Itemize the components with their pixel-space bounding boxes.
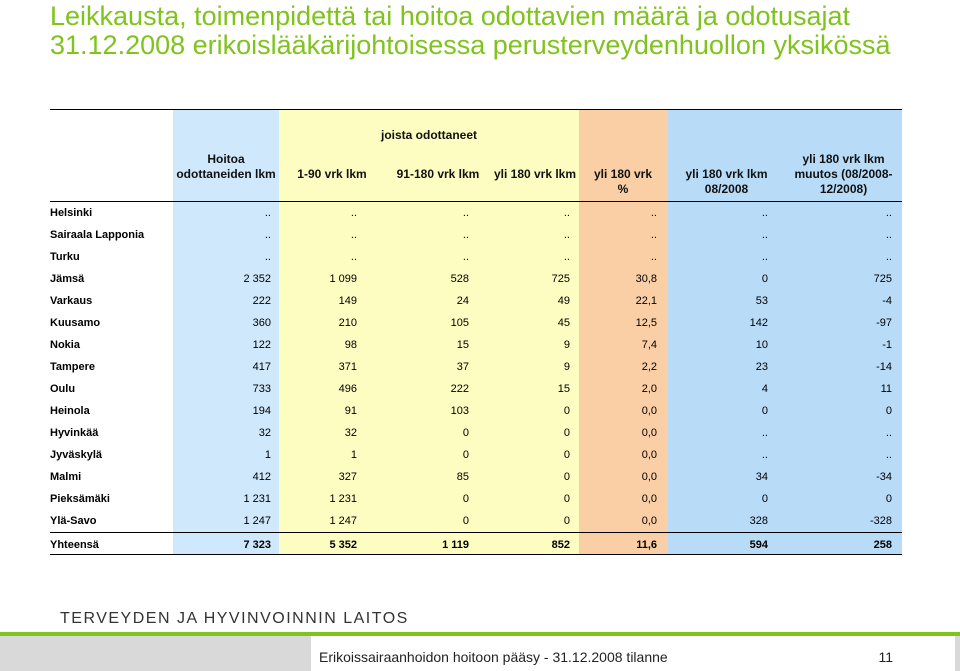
table-cell: .. xyxy=(462,251,469,263)
table-cell: 725 xyxy=(551,273,570,285)
table-cell: 4 xyxy=(761,383,768,395)
table-cell: 0 xyxy=(563,471,570,483)
total-cell: 1 119 xyxy=(442,539,469,551)
table-cell: .. xyxy=(264,251,271,263)
table-cell: 0 xyxy=(885,493,892,505)
table-cell: .. xyxy=(264,207,271,219)
table-cell: -4 xyxy=(882,295,892,307)
table-cell: 0,0 xyxy=(641,427,657,439)
page-number: 11 xyxy=(878,649,893,665)
table-cell: 0,0 xyxy=(641,405,657,417)
table-cell: .. xyxy=(563,229,570,241)
table-cell: 1 247 xyxy=(243,515,271,527)
table-cell: 103 xyxy=(450,405,469,417)
total-cell: 258 xyxy=(873,539,892,551)
row-label: Helsinki xyxy=(50,207,93,219)
table-cell: .. xyxy=(350,251,357,263)
table-cell: 528 xyxy=(450,273,469,285)
table-cell: .. xyxy=(761,207,768,219)
table-cell: .. xyxy=(650,251,657,263)
row-label: Pieksämäki xyxy=(50,493,110,505)
table-cell: 0,0 xyxy=(641,471,657,483)
table-cell: 360 xyxy=(252,317,271,329)
table-cell: .. xyxy=(885,251,892,263)
table-cell: 0 xyxy=(885,405,892,417)
header-0808: yli 180 vrk lkm 08/2008 xyxy=(685,167,768,196)
row-label: Ylä-Savo xyxy=(50,515,97,527)
total-cell: 11,6 xyxy=(636,539,657,551)
table-cell: 7,4 xyxy=(641,339,657,351)
table-cell: 0 xyxy=(563,449,570,461)
total-row xyxy=(50,534,902,556)
table-cell: 0,0 xyxy=(641,493,657,505)
table-cell: 23 xyxy=(755,361,768,373)
table-cell: 45 xyxy=(557,317,570,329)
table-cell: 37 xyxy=(456,361,469,373)
header-over180-pct: yli 180 vrk % xyxy=(593,167,653,196)
table-cell: 98 xyxy=(344,339,357,351)
table-cell: 371 xyxy=(338,361,357,373)
table-cell: 105 xyxy=(450,317,469,329)
table-cell: 222 xyxy=(450,383,469,395)
table-cell: .. xyxy=(350,207,357,219)
table-row xyxy=(50,312,902,334)
table-cell: 30,8 xyxy=(635,273,657,285)
row-label: Jämsä xyxy=(50,273,85,285)
table-cell: -1 xyxy=(882,339,892,351)
table-cell: 417 xyxy=(252,361,271,373)
table-cell: 15 xyxy=(456,339,469,351)
table-cell: 0 xyxy=(563,405,570,417)
total-label: Yhteensä xyxy=(50,539,99,551)
table-cell: .. xyxy=(264,229,271,241)
table-row xyxy=(50,444,902,466)
table-cell: 0,0 xyxy=(641,515,657,527)
table-cell: .. xyxy=(761,427,768,439)
table-cell: 149 xyxy=(338,295,357,307)
table-cell: 34 xyxy=(755,471,768,483)
table-cell: .. xyxy=(650,207,657,219)
table-cell: 53 xyxy=(755,295,768,307)
row-label: Malmi xyxy=(50,471,82,483)
total-cell: 594 xyxy=(749,539,768,551)
row-label: Turku xyxy=(50,251,80,263)
table-cell: 1 xyxy=(350,449,357,461)
row-label: Nokia xyxy=(50,339,80,351)
table-cell: 412 xyxy=(252,471,271,483)
table-cell: 0 xyxy=(462,427,469,439)
table-row xyxy=(50,224,902,246)
table-cell: 725 xyxy=(873,273,892,285)
table-row xyxy=(50,290,902,312)
table-row xyxy=(50,356,902,378)
table-row xyxy=(50,202,902,224)
table-cell: 222 xyxy=(252,295,271,307)
table-cell: 0 xyxy=(563,493,570,505)
table-cell: 9 xyxy=(563,339,570,351)
table-row xyxy=(50,422,902,444)
table-cell: 0 xyxy=(462,515,469,527)
table-cell: 9 xyxy=(563,361,570,373)
table-cell: 496 xyxy=(338,383,357,395)
table-cell: 0 xyxy=(563,427,570,439)
row-label: Sairaala Lapponia xyxy=(50,229,145,241)
table-cell: .. xyxy=(462,229,469,241)
table-cell: .. xyxy=(563,251,570,263)
table-cell: -34 xyxy=(876,471,892,483)
table-cell: 2,2 xyxy=(641,361,657,373)
table-cell: 2,0 xyxy=(641,383,657,395)
table-cell: 22,1 xyxy=(635,295,657,307)
table-cell: 142 xyxy=(749,317,768,329)
table-cell: 0 xyxy=(462,493,469,505)
table-top-rule xyxy=(50,109,902,110)
total-cell: 852 xyxy=(551,539,570,551)
total-cell: 5 352 xyxy=(329,539,357,551)
table-row xyxy=(50,400,902,422)
row-label: Heinola xyxy=(50,405,90,417)
table-cell: 0 xyxy=(563,515,570,527)
row-label: Oulu xyxy=(50,383,76,395)
table-cell: 32 xyxy=(258,427,271,439)
table-cell: .. xyxy=(885,427,892,439)
table-cell: 85 xyxy=(456,471,469,483)
slide-title: Leikkausta, toimenpidettä tai hoitoa odottavien määrä ja odotusajat 31.12.2008 erikoislääkärijohtoisessa perusterveydenhuollon yksikössä xyxy=(50,1,891,60)
table-row xyxy=(50,488,902,510)
row-label: Varkaus xyxy=(50,295,93,307)
header-total: Hoitoa odottaneiden lkm xyxy=(176,152,276,181)
table-cell: 1 099 xyxy=(329,273,357,285)
header-change: yli 180 vrk lkm muutos (08/2008-12/2008) xyxy=(794,152,893,196)
table-bottom-rule xyxy=(50,554,902,555)
table-cell: 24 xyxy=(456,295,469,307)
table-cell: .. xyxy=(885,229,892,241)
table-cell: .. xyxy=(761,251,768,263)
total-rule xyxy=(50,532,902,533)
table-cell: 15 xyxy=(557,383,570,395)
table-cell: .. xyxy=(885,207,892,219)
table-cell: 327 xyxy=(338,471,357,483)
table-cell: 10 xyxy=(755,339,768,351)
table-cell: 32 xyxy=(344,427,357,439)
footer xyxy=(0,632,960,671)
table-cell: 0 xyxy=(761,273,768,285)
table-cell: 1 231 xyxy=(329,493,357,505)
table-cell: 91 xyxy=(344,405,357,417)
table-cell: 328 xyxy=(749,515,768,527)
table-cell: 2 352 xyxy=(243,273,271,285)
row-label: Kuusamo xyxy=(50,317,101,329)
header-over180: yli 180 vrk lkm xyxy=(493,167,577,181)
table-cell: 1 xyxy=(264,449,271,461)
table-cell: .. xyxy=(350,229,357,241)
row-label: Tampere xyxy=(50,361,96,373)
table-row xyxy=(50,268,902,290)
row-label: Hyvinkää xyxy=(50,427,99,439)
group-header: joista odottaneet xyxy=(380,128,477,142)
table-row xyxy=(50,246,902,268)
table-cell: 210 xyxy=(338,317,357,329)
table-cell: 122 xyxy=(252,339,271,351)
table-cell: -14 xyxy=(876,361,892,373)
table-cell: .. xyxy=(462,207,469,219)
table-cell: 194 xyxy=(252,405,271,417)
table-cell: 0 xyxy=(462,449,469,461)
table-cell: -97 xyxy=(876,317,892,329)
table-cell: .. xyxy=(761,229,768,241)
header-91-180: 91-180 vrk lkm xyxy=(396,167,480,181)
table-cell: 0 xyxy=(761,405,768,417)
table-row xyxy=(50,466,902,488)
organization-logo: TERVEYDEN JA HYVINVOINNIN LAITOS xyxy=(60,610,409,627)
table-cell: .. xyxy=(761,449,768,461)
header-1-90: 1-90 vrk lkm xyxy=(297,167,367,181)
table-cell: 12,5 xyxy=(635,317,657,329)
table-cell: 1 231 xyxy=(243,493,271,505)
table-cell: -328 xyxy=(869,515,892,527)
table-cell: 11 xyxy=(880,383,892,395)
table-cell: .. xyxy=(885,449,892,461)
table-cell: .. xyxy=(650,229,657,241)
table-cell: 0,0 xyxy=(641,449,657,461)
table-cell: 1 247 xyxy=(329,515,357,527)
table-row xyxy=(50,334,902,356)
total-cell: 7 323 xyxy=(243,539,271,551)
footer-panel xyxy=(311,636,955,671)
table-cell: .. xyxy=(563,207,570,219)
table-cell: 0 xyxy=(761,493,768,505)
row-label: Jyväskylä xyxy=(50,449,102,461)
footer-text: Erikoissairaanhoidon hoitoon pääsy - 31.12.2008 tilanne xyxy=(319,649,668,665)
table-row xyxy=(50,378,902,400)
table-cell: 733 xyxy=(252,383,271,395)
table-cell: 49 xyxy=(557,295,570,307)
table-row xyxy=(50,510,902,532)
